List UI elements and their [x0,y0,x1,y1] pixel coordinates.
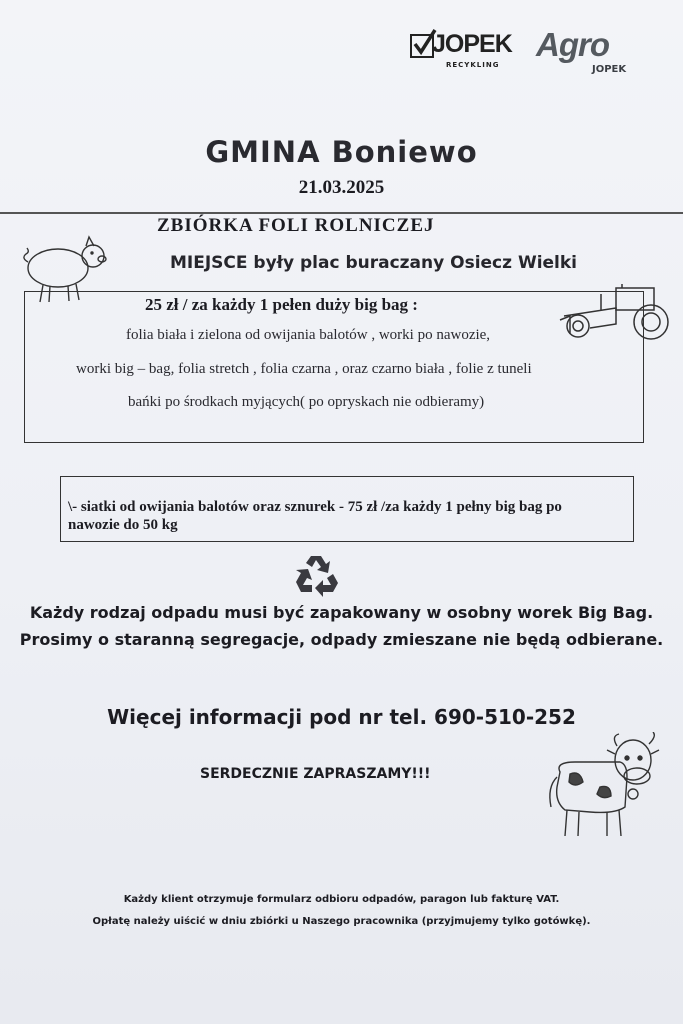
notice-packing: Każdy rodzaj odpadu musi być zapakowany w osobny worek Big Bag. [29,603,654,622]
jopek-recycling-logo [410,32,522,76]
recycle-icon [292,552,340,598]
footer-receipt-note: Każdy klient otrzymuje formularz odbioru odpadów, paragon lub fakturę VAT. [123,894,560,905]
page-title: GMINA Boniewo [205,135,478,169]
offer-nets-line: \- siatki od owijania balotów oraz sznurek - 75 zł /za każdy 1 pełny big bag po [68,499,562,515]
cow-icon [545,732,663,842]
jopek-logo-sub: RECYKLING [446,61,500,69]
offer-foil-line: bańki po środkach myjących( po opryskach nie odbieramy) [128,394,485,410]
location-text: MIEJSCE były plac buraczany Osiecz Wielki [170,253,578,273]
divider [0,212,683,214]
footer-payment-note: Opłatę należy uiścić w dniu zbiórki u Naszego pracownika (przyjmujemy tylko gotówkę). [92,916,591,927]
agro-logo-name: Agro [536,26,609,63]
invite-text: SERDECZNIE ZAPRASZAMY!!! [200,766,431,782]
notice-segregation: Prosimy o staranną segregacje, odpady zmieszane nie będą odbierane. [19,630,664,649]
offer-foil-line: folia biała i zielona od owijania balotów , worki po nawozie, [126,327,491,343]
offer-foil-price: 25 zł / za każdy 1 pełen duży big bag : [145,295,418,314]
offer-foil-line: worki big – bag, folia stretch , folia czarna , oraz czarno biała , folie z tuneli [76,361,532,377]
offer-nets-line: nawozie do 50 kg [68,517,178,533]
collection-title: ZBIÓRKA FOLI ROLNICZEJ [157,215,435,236]
agro-jopek-logo [536,28,636,76]
contact-phone: Więcej informacji pod nr tel. 690-510-252 [107,705,576,729]
event-date: 21.03.2025 [298,177,385,198]
check-logo-icon [410,34,434,58]
jopek-logo-name: JOPEK [432,30,512,58]
agro-logo-sub: JOPEK [592,64,627,75]
